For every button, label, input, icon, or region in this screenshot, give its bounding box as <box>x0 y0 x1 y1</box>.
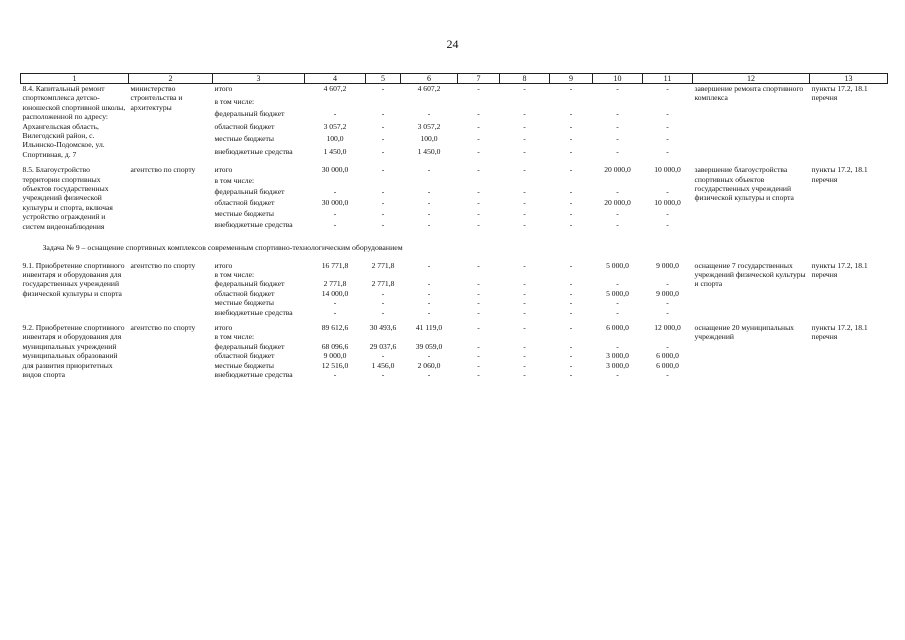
amount-cell <box>643 332 693 341</box>
amount-cell: 14 000,0 <box>321 288 349 298</box>
column-number: 12 <box>693 74 810 84</box>
column-number: 10 <box>593 74 643 84</box>
funding-source: итого <box>214 322 233 332</box>
amount-cell: - <box>569 288 573 298</box>
amount-cell: 6 000,0 <box>656 360 679 370</box>
amount-cell: 1 450,0 <box>323 146 347 156</box>
funding-source: в том числе: <box>214 96 255 106</box>
amount-cell: - <box>427 209 431 219</box>
amount-cell: 89 612,6 <box>321 322 349 332</box>
amount-cell: - <box>523 209 526 219</box>
amount-cell: 2 060,0 <box>417 360 441 370</box>
amount-cell: - <box>616 307 619 317</box>
column-number: 13 <box>810 74 888 84</box>
amount-cell: 20 000,0 <box>604 165 631 175</box>
amount-cell: 29 037,6 <box>369 341 397 351</box>
amount-cell: 3 057,2 <box>417 121 441 131</box>
amount-cell: - <box>381 109 385 119</box>
funding-source: федеральный бюджет <box>214 341 285 351</box>
funding-source: областной бюджет <box>214 351 275 361</box>
executor: министерство строительства и архитектуры <box>130 84 183 112</box>
amount-cell: - <box>666 369 669 379</box>
amount-cell <box>500 176 550 187</box>
amount-cell: - <box>523 360 526 370</box>
table-row <box>21 84 888 97</box>
table-row <box>21 261 888 270</box>
amount-cell: - <box>523 146 526 156</box>
amount-cell <box>500 332 550 341</box>
table-row <box>21 323 888 332</box>
amount-cell: - <box>523 298 526 308</box>
table-row <box>21 165 888 176</box>
amount-cell <box>366 176 401 187</box>
funding-source: областной бюджет <box>214 288 275 298</box>
amount-cell: - <box>381 298 385 308</box>
spacer-row <box>21 379 888 385</box>
amount-cell <box>401 332 458 341</box>
measure-title: 8.5. Благоустройство территории спортивных объектов государственных учреждений физической культуры и спорта, включая устройство ограждений и систем видеонаблюдения <box>22 165 113 231</box>
amount-cell: - <box>477 260 480 270</box>
funding-source: итого <box>214 260 233 270</box>
amount-cell: - <box>523 307 526 317</box>
amount-cell: 4 607,2 <box>417 84 441 93</box>
amount-cell: - <box>477 146 480 156</box>
amount-cell: - <box>569 121 573 131</box>
amount-cell: - <box>569 351 573 361</box>
amount-cell <box>366 270 401 279</box>
task-row <box>21 237 888 260</box>
funding-source: внебюджетные средства <box>214 220 293 230</box>
amount-cell: - <box>427 351 431 361</box>
amount-cell: - <box>523 220 526 230</box>
amount-cell: - <box>523 187 526 197</box>
amount-cell: - <box>523 109 526 119</box>
funding-source: в том числе: <box>214 176 255 186</box>
measure-title: 9.2. Приобретение спортивного инвентаря и оборудования для муниципальных учреждений муниципальных образований для развития приоритетных видов спорта <box>22 322 125 379</box>
amount-cell: 4 607,2 <box>323 84 347 93</box>
amount-cell: - <box>616 298 619 308</box>
amount-cell: 20 000,0 <box>604 198 631 208</box>
amount-cell: - <box>477 121 480 131</box>
amount-cell: - <box>381 198 385 208</box>
amount-cell <box>500 97 550 110</box>
amount-cell: - <box>381 307 385 317</box>
amount-cell <box>458 332 500 341</box>
amount-cell <box>500 270 550 279</box>
amount-cell <box>593 176 643 187</box>
amount-cell: - <box>666 279 669 289</box>
amount-cell <box>401 176 458 187</box>
amount-cell: - <box>477 134 480 144</box>
amount-cell: 10 000,0 <box>654 198 681 208</box>
amount-cell: - <box>523 84 526 93</box>
amount-cell: - <box>477 109 480 119</box>
funding-source: итого <box>214 165 233 175</box>
amount-cell: - <box>477 351 480 361</box>
amount-cell: - <box>381 84 385 93</box>
task-title: Задача № 9 – оснащение спортивных комплексов современным спортивно-технологическим оборудованием <box>42 243 403 253</box>
amount-cell: - <box>616 369 619 379</box>
column-number: 5 <box>366 74 401 84</box>
amount-cell: - <box>569 307 573 317</box>
amount-cell: - <box>427 279 431 289</box>
amount-cell: - <box>477 360 480 370</box>
amount-cell: 6 000,0 <box>606 322 629 332</box>
amount-cell: - <box>523 369 526 379</box>
amount-cell: - <box>666 220 669 230</box>
column-number: 8 <box>500 74 550 84</box>
amount-cell: - <box>477 307 480 317</box>
amount-cell: 5 000,0 <box>606 260 629 270</box>
amount-cell: - <box>616 279 619 289</box>
amount-cell: 10 000,0 <box>654 165 681 175</box>
amount-cell: - <box>477 279 480 289</box>
amount-cell <box>550 176 593 187</box>
amount-cell: - <box>616 134 619 144</box>
funding-source: внебюджетные средства <box>214 146 293 156</box>
amount-cell: - <box>523 165 526 175</box>
amount-cell <box>366 332 401 341</box>
amount-cell: - <box>569 165 573 175</box>
funding-source: местные бюджеты <box>214 134 274 144</box>
amount-cell: - <box>523 322 526 332</box>
amount-cell <box>366 97 401 110</box>
amount-cell: - <box>616 109 619 119</box>
amount-cell: 3 057,2 <box>323 121 347 131</box>
funding-source: внебюджетные средства <box>214 369 293 379</box>
column-number: 11 <box>643 74 693 84</box>
reference: пункты 17.2, 18.1 перечня <box>811 165 868 184</box>
expected-result: завершение благоустройства спортивных объектов государственных учреждений физической культуры и спорта <box>694 165 794 203</box>
amount-cell: 2 771,8 <box>371 279 395 289</box>
amount-cell: 30 000,0 <box>321 198 349 208</box>
executor: агентство по спорту <box>130 322 196 332</box>
measure-title: 9.1. Приобретение спортивного инвентаря и оборудования для государственных учреждений физической культуры и спорта <box>22 260 125 298</box>
amount-cell: - <box>523 121 526 131</box>
amount-cell: - <box>666 121 669 131</box>
amount-cell: - <box>666 341 669 351</box>
amount-cell: 39 059,0 <box>415 341 443 351</box>
spacer-cell <box>21 379 888 385</box>
amount-cell: - <box>666 109 669 119</box>
amount-cell: - <box>477 165 480 175</box>
amount-cell <box>458 270 500 279</box>
funding-source: местные бюджеты <box>214 298 274 308</box>
amount-cell: - <box>569 198 573 208</box>
amount-cell <box>643 270 693 279</box>
amount-cell <box>550 332 593 341</box>
column-number: 7 <box>458 74 500 84</box>
amount-cell: - <box>381 209 385 219</box>
amount-cell: - <box>569 369 573 379</box>
amount-cell: 6 000,0 <box>656 351 679 361</box>
amount-cell: 30 493,6 <box>369 322 397 332</box>
funding-source: в том числе: <box>214 269 255 279</box>
amount-cell: - <box>523 260 526 270</box>
funding-source: местные бюджеты <box>214 360 274 370</box>
amount-cell <box>401 97 458 110</box>
funding-source: внебюджетные средства <box>214 307 293 317</box>
amount-cell: 3 000,0 <box>606 351 629 361</box>
amount-cell: - <box>666 134 669 144</box>
amount-cell: - <box>569 298 573 308</box>
program-table <box>20 73 887 385</box>
column-number: 9 <box>550 74 593 84</box>
amount-cell: 68 096,6 <box>321 341 349 351</box>
amount-cell: - <box>477 322 480 332</box>
amount-cell: - <box>666 307 669 317</box>
amount-cell: - <box>427 198 431 208</box>
column-number: 6 <box>401 74 458 84</box>
amount-cell: 100,0 <box>420 134 438 144</box>
amount-cell: - <box>477 341 480 351</box>
column-number: 4 <box>305 74 366 84</box>
amount-cell: - <box>381 134 385 144</box>
amount-cell: - <box>427 165 431 175</box>
amount-cell: - <box>616 121 619 131</box>
amount-cell: - <box>381 220 385 230</box>
amount-cell: - <box>427 288 431 298</box>
amount-cell: 9 000,0 <box>323 351 347 361</box>
amount-cell: - <box>666 187 669 197</box>
reference: пункты 17.2, 18.1 перечня <box>811 322 868 342</box>
amount-cell <box>593 270 643 279</box>
amount-cell <box>550 97 593 110</box>
amount-cell: - <box>569 360 573 370</box>
amount-cell: - <box>333 109 337 119</box>
amount-cell: - <box>381 187 385 197</box>
funding-source: областной бюджет <box>214 198 275 208</box>
funding-source: итого <box>214 84 233 93</box>
amount-cell: - <box>569 109 573 119</box>
amount-cell: - <box>666 298 669 308</box>
funding-source: федеральный бюджет <box>214 187 285 197</box>
amount-cell: - <box>477 209 480 219</box>
amount-cell: - <box>477 288 480 298</box>
amount-cell <box>305 332 366 341</box>
amount-cell: 30 000,0 <box>321 165 349 175</box>
amount-cell: - <box>569 209 573 219</box>
amount-cell: - <box>477 369 480 379</box>
amount-cell <box>593 97 643 110</box>
amount-cell: 5 000,0 <box>606 288 629 298</box>
amount-cell: - <box>477 220 480 230</box>
amount-cell: - <box>333 307 337 317</box>
amount-cell: - <box>616 209 619 219</box>
expected-result: оснащение 7 государственных учреждений физической культуры и спорта <box>694 260 806 289</box>
amount-cell: - <box>523 198 526 208</box>
amount-cell: - <box>666 146 669 156</box>
amount-cell: 9 000,0 <box>656 288 679 298</box>
amount-cell: - <box>477 198 480 208</box>
amount-cell: - <box>427 220 431 230</box>
amount-cell: 1 450,0 <box>417 146 441 156</box>
amount-cell: 9 000,0 <box>656 260 679 270</box>
amount-cell: - <box>477 84 480 93</box>
amount-cell: 2 771,8 <box>371 260 395 270</box>
amount-cell: - <box>427 369 431 379</box>
executor: агентство по спорту <box>130 165 196 175</box>
amount-cell: 12 516,0 <box>321 360 349 370</box>
amount-cell <box>643 176 693 187</box>
amount-cell: 3 000,0 <box>606 360 629 370</box>
amount-cell: - <box>333 209 337 219</box>
page-number: 24 <box>446 37 459 51</box>
amount-cell: - <box>381 121 385 131</box>
amount-cell: - <box>427 187 431 197</box>
amount-cell <box>550 270 593 279</box>
amount-cell: 41 119,0 <box>415 322 443 332</box>
amount-cell <box>401 270 458 279</box>
amount-cell: - <box>616 341 619 351</box>
amount-cell: - <box>333 298 337 308</box>
amount-cell: - <box>381 288 385 298</box>
amount-cell <box>458 97 500 110</box>
amount-cell: - <box>569 341 573 351</box>
reference: пункты 17.2, 18.1 перечня <box>811 84 868 103</box>
amount-cell: - <box>666 84 669 93</box>
amount-cell: 1 456,0 <box>371 360 395 370</box>
amount-cell: - <box>523 279 526 289</box>
executor: агентство по спорту <box>130 260 196 270</box>
amount-cell: - <box>569 187 573 197</box>
amount-cell: - <box>569 260 573 270</box>
funding-table <box>20 73 888 385</box>
amount-cell: 16 771,8 <box>321 260 349 270</box>
amount-cell: - <box>427 260 431 270</box>
amount-cell: - <box>427 109 431 119</box>
amount-cell: - <box>569 134 573 144</box>
amount-cell <box>305 270 366 279</box>
amount-cell: - <box>616 146 619 156</box>
amount-cell: - <box>381 146 385 156</box>
amount-cell: - <box>333 369 337 379</box>
amount-cell: - <box>666 209 669 219</box>
column-number-row <box>21 74 888 84</box>
amount-cell <box>305 176 366 187</box>
amount-cell: - <box>569 220 573 230</box>
amount-cell: - <box>523 341 526 351</box>
amount-cell: 12 000,0 <box>654 322 681 332</box>
amount-cell: - <box>523 351 526 361</box>
reference: пункты 17.2, 18.1 перечня <box>811 260 868 279</box>
expected-result: завершение ремонта спортивного комплекса <box>694 84 804 103</box>
amount-cell: - <box>381 351 385 361</box>
amount-cell: - <box>333 187 337 197</box>
funding-source: в том числе: <box>214 332 255 342</box>
expected-result: оснащение 20 муниципальных учреждений <box>694 322 794 342</box>
funding-source: областной бюджет <box>214 121 275 131</box>
amount-cell: - <box>569 146 573 156</box>
amount-cell: - <box>333 220 337 230</box>
funding-source: федеральный бюджет <box>214 109 285 119</box>
amount-cell: - <box>477 187 480 197</box>
amount-cell: - <box>477 298 480 308</box>
amount-cell <box>593 332 643 341</box>
amount-cell: - <box>427 307 431 317</box>
amount-cell: - <box>381 369 385 379</box>
amount-cell: - <box>616 220 619 230</box>
amount-cell: - <box>427 298 431 308</box>
amount-cell <box>458 176 500 187</box>
amount-cell <box>643 97 693 110</box>
funding-source: местные бюджеты <box>214 209 274 219</box>
amount-cell: - <box>569 279 573 289</box>
amount-cell: - <box>569 84 573 93</box>
amount-cell: - <box>523 288 526 298</box>
amount-cell: - <box>616 84 619 93</box>
column-number: 1 <box>21 74 129 84</box>
column-number: 2 <box>129 74 213 84</box>
column-number: 3 <box>213 74 305 84</box>
funding-source: федеральный бюджет <box>214 279 285 289</box>
amount-cell: 2 771,8 <box>323 279 347 289</box>
amount-cell: - <box>523 134 526 144</box>
amount-cell: - <box>569 322 573 332</box>
amount-cell: - <box>616 187 619 197</box>
amount-cell: 100,0 <box>326 134 344 144</box>
measure-title: 8.4. Капитальный ремонт спорткомплекса детско-юношеской спортивной школы, расположенной по адресу: Архангельская область, Вилегодский район, с. Ильинско-Подомское, ул. Спортивная, д. 7 <box>22 84 126 159</box>
amount-cell: - <box>381 165 385 175</box>
amount-cell <box>305 97 366 110</box>
